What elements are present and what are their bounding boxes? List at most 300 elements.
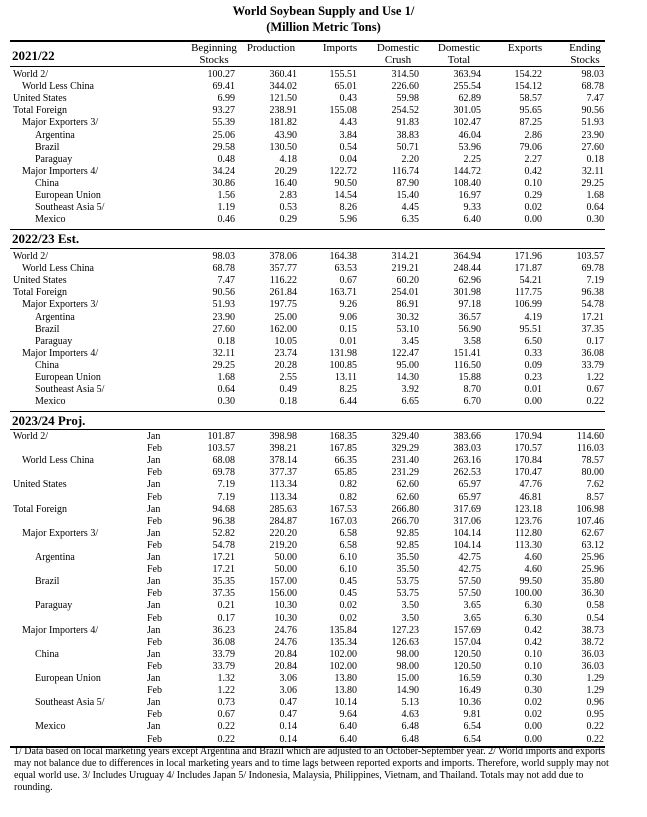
table-cell-ending-stocks: 36.03 <box>581 649 604 660</box>
table-cell-imports: 8.26 <box>339 202 357 213</box>
table-cell-domestic-total: 46.04 <box>458 130 481 141</box>
table-cell-exports: 0.02 <box>524 709 542 720</box>
col-header-domestic-crush: Domestic Crush <box>376 42 420 66</box>
month-label: Feb <box>147 443 162 454</box>
table-cell-domestic-crush: 59.98 <box>396 93 419 104</box>
table-cell-production: 377.37 <box>269 467 297 478</box>
table-cell-beginning-stocks: 7.19 <box>217 492 235 503</box>
col-header-ending-stocks: Ending Stocks <box>569 42 601 66</box>
table-cell-domestic-crush: 98.00 <box>396 661 419 672</box>
section-title: 2022/23 Est. <box>12 231 80 246</box>
table-cell-ending-stocks: 8.57 <box>586 492 604 503</box>
table-cell-domestic-total: 65.97 <box>458 479 481 490</box>
table-cell-production: 20.29 <box>274 166 297 177</box>
table-cell-imports: 0.54 <box>339 142 357 153</box>
table-cell-domestic-total: 317.69 <box>453 504 481 515</box>
table-cell-beginning-stocks: 37.35 <box>212 588 235 599</box>
table-cell-imports: 10.14 <box>334 697 357 708</box>
table-cell-domestic-total: 10.36 <box>458 697 481 708</box>
table-cell-domestic-total: 9.33 <box>463 202 481 213</box>
col-header-imports: Imports <box>322 42 358 54</box>
table-cell-exports: 6.30 <box>524 600 542 611</box>
table-cell-beginning-stocks: 54.78 <box>212 540 235 551</box>
table-cell-imports: 164.38 <box>329 251 357 262</box>
table-cell-production: 50.00 <box>274 552 297 563</box>
table-cell-imports: 0.45 <box>339 576 357 587</box>
table-cell-beginning-stocks: 90.56 <box>212 287 235 298</box>
table-cell-imports: 135.34 <box>329 637 357 648</box>
row-label: Mexico <box>35 214 66 225</box>
table-cell-exports: 170.94 <box>514 431 542 442</box>
table-cell-beginning-stocks: 0.18 <box>217 336 235 347</box>
table-cell-production: 156.00 <box>269 588 297 599</box>
table-cell-imports: 8.25 <box>339 384 357 395</box>
table-cell-exports: 54.21 <box>519 275 542 286</box>
table-cell-exports: 6.30 <box>524 613 542 624</box>
table-cell-domestic-total: 104.14 <box>453 540 481 551</box>
month-label: Feb <box>147 637 162 648</box>
table-cell-ending-stocks: 38.73 <box>581 625 604 636</box>
table-cell-domestic-crush: 5.13 <box>401 697 419 708</box>
table-cell-exports: 117.75 <box>514 287 542 298</box>
table-cell-beginning-stocks: 1.32 <box>217 673 235 684</box>
table-cell-ending-stocks: 17.21 <box>581 312 604 323</box>
col-header-domestic-total: Domestic Total <box>437 42 481 66</box>
row-label: World Less China <box>22 263 94 274</box>
month-label: Jan <box>147 479 161 490</box>
row-label: European Union <box>35 190 101 201</box>
table-cell-ending-stocks: 0.54 <box>586 613 604 624</box>
table-cell-domestic-total: 16.97 <box>458 190 481 201</box>
row-label: Argentina <box>35 130 75 141</box>
row-label: Major Importers 4/ <box>22 166 99 177</box>
table-cell-beginning-stocks: 1.22 <box>217 685 235 696</box>
table-cell-domestic-crush: 62.60 <box>396 479 419 490</box>
table-cell-domestic-crush: 6.48 <box>401 734 419 745</box>
row-label: Paraguay <box>35 336 73 347</box>
table-cell-beginning-stocks: 27.60 <box>212 324 235 335</box>
table-cell-exports: 170.47 <box>514 467 542 478</box>
table-cell-beginning-stocks: 55.39 <box>212 117 235 128</box>
table-cell-ending-stocks: 0.17 <box>586 336 604 347</box>
table-cell-domestic-crush: 2.20 <box>401 154 419 165</box>
table-cell-imports: 6.58 <box>339 528 357 539</box>
month-label: Feb <box>147 540 162 551</box>
table-cell-imports: 163.71 <box>329 287 357 298</box>
table-cell-beginning-stocks: 0.73 <box>217 697 235 708</box>
row-label: World 2/ <box>13 69 49 80</box>
table-cell-beginning-stocks: 29.58 <box>212 142 235 153</box>
table-cell-domestic-crush: 4.63 <box>401 709 419 720</box>
table-cell-domestic-total: 6.40 <box>463 214 481 225</box>
table-cell-production: 197.75 <box>269 299 297 310</box>
table-cell-domestic-total: 6.70 <box>463 396 481 407</box>
table-cell-domestic-crush: 4.45 <box>401 202 419 213</box>
table-cell-ending-stocks: 36.08 <box>581 348 604 359</box>
table-cell-beginning-stocks: 32.11 <box>212 348 235 359</box>
month-label: Feb <box>147 516 162 527</box>
table-cell-ending-stocks: 62.67 <box>581 528 604 539</box>
table-cell-exports: 0.30 <box>524 685 542 696</box>
table-cell-domestic-crush: 314.50 <box>391 69 419 80</box>
table-cell-imports: 6.40 <box>339 734 357 745</box>
table-cell-exports: 87.25 <box>519 117 542 128</box>
table-cell-domestic-total: 6.54 <box>463 721 481 732</box>
table-cell-domestic-crush: 53.10 <box>396 324 419 335</box>
table-cell-imports: 65.01 <box>334 81 357 92</box>
table-cell-domestic-total: 42.75 <box>458 552 481 563</box>
table-cell-exports: 0.00 <box>524 396 542 407</box>
table-cell-beginning-stocks: 0.67 <box>217 709 235 720</box>
table-cell-imports: 0.43 <box>339 93 357 104</box>
table-cell-ending-stocks: 38.72 <box>581 637 604 648</box>
row-label: China <box>35 360 59 371</box>
table-cell-domestic-crush: 30.32 <box>396 312 419 323</box>
col-header-exports: Exports <box>507 42 543 54</box>
table-cell-domestic-crush: 6.48 <box>401 721 419 732</box>
table-cell-imports: 0.45 <box>339 588 357 599</box>
table-cell-imports: 0.01 <box>339 336 357 347</box>
row-label: World Less China <box>22 455 94 466</box>
table-cell-domestic-crush: 231.29 <box>391 467 419 478</box>
table-cell-domestic-crush: 95.00 <box>396 360 419 371</box>
table-cell-production: 10.05 <box>274 336 297 347</box>
table-cell-ending-stocks: 54.78 <box>581 299 604 310</box>
table-cell-domestic-total: 364.94 <box>453 251 481 262</box>
table-cell-imports: 0.02 <box>339 600 357 611</box>
table-cell-domestic-crush: 87.90 <box>396 178 419 189</box>
month-label: Jan <box>147 697 161 708</box>
table-cell-exports: 95.65 <box>519 105 542 116</box>
table-cell-production: 23.74 <box>274 348 297 359</box>
table-cell-production: 3.06 <box>279 685 297 696</box>
table-cell-ending-stocks: 0.22 <box>586 396 604 407</box>
row-label: Argentina <box>35 552 75 563</box>
table-cell-production: 2.83 <box>279 190 297 201</box>
table-cell-production: 0.53 <box>279 202 297 213</box>
table-cell-domestic-crush: 329.40 <box>391 431 419 442</box>
table-cell-domestic-total: 383.66 <box>453 431 481 442</box>
table-cell-domestic-crush: 116.74 <box>391 166 419 177</box>
table-cell-ending-stocks: 69.78 <box>581 263 604 274</box>
row-label: Brazil <box>35 324 60 335</box>
table-cell-beginning-stocks: 0.48 <box>217 154 235 165</box>
table-cell-exports: 4.60 <box>524 564 542 575</box>
table-cell-exports: 0.00 <box>524 214 542 225</box>
table-cell-exports: 0.42 <box>524 166 542 177</box>
table-cell-beginning-stocks: 0.64 <box>217 384 235 395</box>
table-cell-ending-stocks: 68.78 <box>581 81 604 92</box>
row-label: World 2/ <box>13 431 49 442</box>
table-cell-domestic-crush: 38.83 <box>396 130 419 141</box>
table-cell-exports: 0.30 <box>524 673 542 684</box>
table-cell-domestic-crush: 53.75 <box>396 576 419 587</box>
table-cell-imports: 63.53 <box>334 263 357 274</box>
table-cell-domestic-crush: 86.91 <box>396 299 419 310</box>
table-cell-production: 0.14 <box>279 721 297 732</box>
row-label: Total Foreign <box>13 105 68 116</box>
table-cell-imports: 167.85 <box>329 443 357 454</box>
table-cell-ending-stocks: 1.22 <box>586 372 604 383</box>
table-cell-ending-stocks: 27.60 <box>581 142 604 153</box>
table-cell-beginning-stocks: 36.23 <box>212 625 235 636</box>
table-cell-domestic-total: 56.90 <box>458 324 481 335</box>
table-cell-beginning-stocks: 17.21 <box>212 564 235 575</box>
col-header-production: Production <box>246 42 296 54</box>
section-rule <box>10 66 605 67</box>
table-cell-imports: 131.98 <box>329 348 357 359</box>
row-label: Brazil <box>35 576 60 587</box>
table-cell-imports: 102.00 <box>329 661 357 672</box>
table-cell-ending-stocks: 36.30 <box>581 588 604 599</box>
table-cell-beginning-stocks: 68.08 <box>212 455 235 466</box>
table-cell-production: 219.20 <box>269 540 297 551</box>
table-cell-imports: 9.06 <box>339 312 357 323</box>
table-cell-production: 0.18 <box>279 396 297 407</box>
row-label: World Less China <box>22 81 94 92</box>
row-label: European Union <box>35 673 101 684</box>
table-cell-exports: 0.02 <box>524 202 542 213</box>
table-cell-domestic-total: 9.81 <box>463 709 481 720</box>
table-cell-domestic-crush: 98.00 <box>396 649 419 660</box>
table-cell-beginning-stocks: 7.19 <box>217 479 235 490</box>
row-label: Southeast Asia 5/ <box>35 697 105 708</box>
table-cell-exports: 58.57 <box>519 93 542 104</box>
table-cell-domestic-total: 301.05 <box>453 105 481 116</box>
table-cell-exports: 0.01 <box>524 384 542 395</box>
table-cell-domestic-crush: 254.01 <box>391 287 419 298</box>
section-title: 2021/22 <box>12 48 55 63</box>
footnote: 1/ Data based on local marketing years except Argentina and Brazil which are adjusted to an October-September year. 2/ World imports and exports may not balance due to differences in local marketing years and to time lags between reported exports and imports. Therefore, world supply may not equal world use. 3/ Includes Uruguay 4/ Includes Japan 5/ Indonesia, Malaysia, Philippines, Vietnam, and Thailand. Totals may not add due to rounding. <box>14 746 609 793</box>
table-cell-beginning-stocks: 33.79 <box>212 661 235 672</box>
month-label: Jan <box>147 455 161 466</box>
table-cell-production: 157.00 <box>269 576 297 587</box>
row-label: World 2/ <box>13 251 49 262</box>
table-cell-domestic-crush: 91.83 <box>396 117 419 128</box>
table-cell-exports: 4.19 <box>524 312 542 323</box>
table-cell-domestic-crush: 314.21 <box>391 251 419 262</box>
table-cell-production: 10.30 <box>274 613 297 624</box>
table-cell-domestic-crush: 127.23 <box>391 625 419 636</box>
table-cell-production: 20.28 <box>274 360 297 371</box>
table-cell-production: 0.29 <box>279 214 297 225</box>
table-cell-ending-stocks: 0.58 <box>586 600 604 611</box>
table-cell-beginning-stocks: 0.46 <box>217 214 235 225</box>
row-label: Paraguay <box>35 154 73 165</box>
row-label: United States <box>13 479 67 490</box>
row-label: Total Foreign <box>13 504 68 515</box>
table-cell-exports: 0.42 <box>524 637 542 648</box>
table-cell-production: 0.49 <box>279 384 297 395</box>
table-cell-ending-stocks: 0.96 <box>586 697 604 708</box>
table-cell-ending-stocks: 35.80 <box>581 576 604 587</box>
row-label: Southeast Asia 5/ <box>35 384 105 395</box>
table-cell-exports: 0.00 <box>524 734 542 745</box>
table-cell-exports: 0.02 <box>524 697 542 708</box>
table-cell-imports: 102.00 <box>329 649 357 660</box>
table-cell-ending-stocks: 0.95 <box>586 709 604 720</box>
table-cell-domestic-crush: 92.85 <box>396 528 419 539</box>
table-cell-production: 130.50 <box>269 142 297 153</box>
table-cell-domestic-total: 42.75 <box>458 564 481 575</box>
table-cell-domestic-crush: 226.60 <box>391 81 419 92</box>
table-cell-exports: 2.27 <box>524 154 542 165</box>
table-cell-production: 220.20 <box>269 528 297 539</box>
month-label: Jan <box>147 576 161 587</box>
table-cell-imports: 0.15 <box>339 324 357 335</box>
table-cell-domestic-crush: 3.92 <box>401 384 419 395</box>
table-cell-production: 0.14 <box>279 734 297 745</box>
table-cell-domestic-total: 263.16 <box>453 455 481 466</box>
table-cell-ending-stocks: 37.35 <box>581 324 604 335</box>
table-cell-production: 344.02 <box>269 81 297 92</box>
row-label: Argentina <box>35 312 75 323</box>
table-cell-production: 24.76 <box>274 637 297 648</box>
row-label: Major Importers 4/ <box>22 625 99 636</box>
table-cell-exports: 0.10 <box>524 661 542 672</box>
table-cell-exports: 106.99 <box>514 299 542 310</box>
table-cell-exports: 154.22 <box>514 69 542 80</box>
month-label: Feb <box>147 467 162 478</box>
table-cell-domestic-crush: 60.20 <box>396 275 419 286</box>
table-cell-imports: 6.44 <box>339 396 357 407</box>
table-cell-ending-stocks: 0.22 <box>586 734 604 745</box>
table-cell-domestic-total: 57.50 <box>458 576 481 587</box>
table-cell-ending-stocks: 29.25 <box>581 178 604 189</box>
table-cell-imports: 155.08 <box>329 105 357 116</box>
table-cell-exports: 46.81 <box>519 492 542 503</box>
month-label: Feb <box>147 588 162 599</box>
table-cell-exports: 171.87 <box>514 263 542 274</box>
table-cell-beginning-stocks: 34.24 <box>212 166 235 177</box>
table-cell-ending-stocks: 63.12 <box>581 540 604 551</box>
section-rule <box>10 411 605 412</box>
table-cell-imports: 9.64 <box>339 709 357 720</box>
row-label: Major Exporters 3/ <box>22 117 99 128</box>
table-cell-beginning-stocks: 51.93 <box>212 299 235 310</box>
table-cell-beginning-stocks: 7.47 <box>217 275 235 286</box>
table-cell-beginning-stocks: 101.87 <box>207 431 235 442</box>
table-cell-exports: 4.60 <box>524 552 542 563</box>
month-label: Feb <box>147 661 162 672</box>
table-cell-ending-stocks: 1.29 <box>586 673 604 684</box>
table-cell-ending-stocks: 7.47 <box>586 93 604 104</box>
table-cell-exports: 79.06 <box>519 142 542 153</box>
table-cell-imports: 9.26 <box>339 299 357 310</box>
row-label: Major Importers 4/ <box>22 348 99 359</box>
table-cell-exports: 100.00 <box>514 588 542 599</box>
table-cell-domestic-crush: 329.29 <box>391 443 419 454</box>
table-cell-production: 398.98 <box>269 431 297 442</box>
row-label: Brazil <box>35 142 60 153</box>
table-cell-domestic-crush: 254.52 <box>391 105 419 116</box>
month-label: Jan <box>147 649 161 660</box>
table-cell-domestic-total: 116.50 <box>453 360 481 371</box>
table-cell-domestic-crush: 3.50 <box>401 613 419 624</box>
table-cell-production: 181.82 <box>269 117 297 128</box>
table-cell-exports: 99.50 <box>519 576 542 587</box>
row-label: United States <box>13 275 67 286</box>
table-cell-ending-stocks: 116.03 <box>576 443 604 454</box>
table-cell-production: 10.30 <box>274 600 297 611</box>
table-cell-beginning-stocks: 1.56 <box>217 190 235 201</box>
table-cell-production: 43.90 <box>274 130 297 141</box>
col-header-beginning-stocks: Beginning Stocks <box>191 42 237 66</box>
table-cell-production: 0.47 <box>279 697 297 708</box>
table-cell-ending-stocks: 7.62 <box>586 479 604 490</box>
row-label: Major Exporters 3/ <box>22 528 99 539</box>
table-cell-domestic-total: 108.40 <box>453 178 481 189</box>
table-cell-exports: 0.33 <box>524 348 542 359</box>
month-label: Feb <box>147 734 162 745</box>
table-cell-domestic-total: 8.70 <box>463 384 481 395</box>
table-cell-domestic-crush: 6.65 <box>401 396 419 407</box>
table-cell-beginning-stocks: 0.22 <box>217 721 235 732</box>
table-cell-imports: 100.85 <box>329 360 357 371</box>
table-cell-ending-stocks: 32.11 <box>581 166 604 177</box>
table-cell-imports: 0.02 <box>339 613 357 624</box>
table-cell-imports: 6.58 <box>339 540 357 551</box>
table-cell-exports: 0.10 <box>524 178 542 189</box>
table-cell-beginning-stocks: 0.17 <box>217 613 235 624</box>
table-cell-exports: 154.12 <box>514 81 542 92</box>
table-cell-production: 113.34 <box>269 479 297 490</box>
table-cell-domestic-total: 255.54 <box>453 81 481 92</box>
table-cell-domestic-total: 363.94 <box>453 69 481 80</box>
table-cell-exports: 123.18 <box>514 504 542 515</box>
table-cell-beginning-stocks: 52.82 <box>212 528 235 539</box>
table-cell-exports: 0.09 <box>524 360 542 371</box>
report-title: World Soybean Supply and Use 1/ <box>232 4 415 18</box>
month-label: Jan <box>147 528 161 539</box>
month-label: Jan <box>147 673 161 684</box>
table-cell-ending-stocks: 103.57 <box>576 251 604 262</box>
table-cell-production: 113.34 <box>269 492 297 503</box>
table-cell-domestic-crush: 62.60 <box>396 492 419 503</box>
month-label: Feb <box>147 492 162 503</box>
row-label: Mexico <box>35 396 66 407</box>
table-cell-beginning-stocks: 103.57 <box>207 443 235 454</box>
table-cell-domestic-crush: 122.47 <box>391 348 419 359</box>
table-cell-domestic-total: 53.96 <box>458 142 481 153</box>
table-cell-beginning-stocks: 0.21 <box>217 600 235 611</box>
table-cell-beginning-stocks: 36.08 <box>212 637 235 648</box>
table-cell-ending-stocks: 0.22 <box>586 721 604 732</box>
section-title: 2023/24 Proj. <box>12 413 86 428</box>
table-cell-beginning-stocks: 6.99 <box>217 93 235 104</box>
table-cell-domestic-total: 16.59 <box>458 673 481 684</box>
table-cell-production: 0.47 <box>279 709 297 720</box>
table-cell-beginning-stocks: 23.90 <box>212 312 235 323</box>
month-label: Jan <box>147 625 161 636</box>
row-label: Southeast Asia 5/ <box>35 202 105 213</box>
table-cell-domestic-crush: 53.75 <box>396 588 419 599</box>
section-rule <box>10 429 605 430</box>
table-cell-domestic-crush: 35.50 <box>396 552 419 563</box>
table-cell-domestic-total: 65.97 <box>458 492 481 503</box>
table-cell-imports: 135.84 <box>329 625 357 636</box>
table-cell-domestic-crush: 126.63 <box>391 637 419 648</box>
table-cell-exports: 170.84 <box>514 455 542 466</box>
table-cell-imports: 13.80 <box>334 685 357 696</box>
table-cell-domestic-total: 120.50 <box>453 661 481 672</box>
table-cell-imports: 0.82 <box>339 479 357 490</box>
table-cell-domestic-total: 102.47 <box>453 117 481 128</box>
table-cell-ending-stocks: 98.03 <box>581 69 604 80</box>
table-cell-production: 238.91 <box>269 105 297 116</box>
table-cell-domestic-total: 383.03 <box>453 443 481 454</box>
table-cell-domestic-total: 262.53 <box>453 467 481 478</box>
